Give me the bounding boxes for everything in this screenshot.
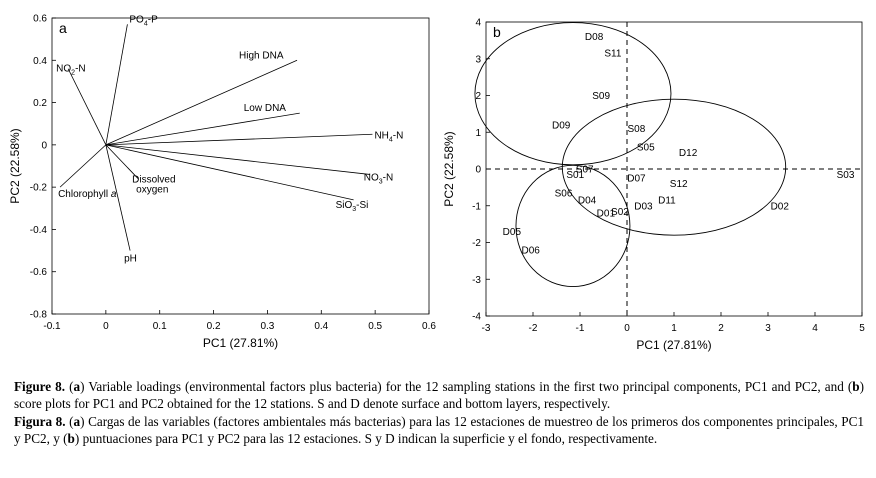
chart-panel-b	[442, 18, 865, 353]
y-tick-label: 0.4	[33, 55, 47, 67]
loading-label	[56, 64, 85, 77]
x-tick-label: 0.6	[422, 321, 436, 332]
cluster-circle	[516, 165, 630, 286]
caption-es-close-b: )	[74, 430, 80, 446]
station-point-label: S08	[627, 124, 646, 136]
y-tick-label: 0	[475, 164, 481, 176]
loading-label-subscript: 4	[143, 20, 148, 28]
loading-vector	[68, 69, 106, 145]
loading-label-subscript: 2	[71, 69, 76, 77]
loading-label-text: NO	[56, 63, 72, 75]
loading-label-suffix: -Si	[356, 199, 369, 211]
y-tick-label: -0.8	[29, 309, 47, 321]
x-axis-label: PC1 (27.81%)	[202, 336, 279, 350]
station-point-label: S12	[669, 179, 688, 191]
loading-label-subscript: 4	[388, 136, 393, 144]
plot-frame	[52, 18, 429, 314]
x-tick-label: 2	[718, 323, 724, 334]
x-tick-label: -1	[575, 323, 585, 334]
loading-label-suffix: -N	[75, 63, 86, 75]
loading-vector	[60, 145, 106, 187]
station-point-label: D04	[577, 195, 597, 207]
loading-label	[58, 189, 117, 200]
loading-label-text: Chlorophyll	[58, 189, 111, 201]
caption-es-figure: Figura 8.	[14, 414, 66, 429]
loading-label-italic: a	[110, 189, 117, 201]
x-tick-label: 0.3	[260, 321, 275, 332]
y-tick-label: -0.4	[29, 224, 47, 236]
station-point-label: S07	[575, 164, 594, 176]
station-point-label: D07	[627, 173, 646, 185]
loading-vector	[106, 145, 370, 175]
x-tick-label: -3	[481, 323, 491, 334]
x-tick-label: 0	[624, 323, 630, 334]
caption-es-text-2: puntuaciones para PC1 y PC2 para las 12 estaciones. S y D indican la superficie y el fondo, respectivamente.	[79, 430, 658, 446]
loading-label-suffix: -N	[382, 172, 394, 184]
caption-spanish	[14, 414, 864, 447]
loading-vector	[106, 145, 138, 179]
station-point-label: D12	[678, 147, 698, 159]
station-point-label: S05	[636, 142, 655, 154]
y-tick-label: 3	[475, 54, 481, 66]
loading-label-text: SiO	[335, 199, 353, 211]
loading-label	[129, 14, 158, 27]
y-tick-label: -0.2	[29, 182, 47, 194]
y-tick-label: -3	[472, 274, 481, 286]
x-tick-label: 0.2	[206, 321, 221, 332]
station-point-label: D09	[552, 120, 571, 132]
loading-label	[244, 103, 287, 114]
loading-label	[239, 50, 284, 61]
station-point-label: D06	[521, 245, 540, 257]
y-tick-label: 2	[475, 91, 481, 102]
caption-es-open-a: (	[69, 414, 74, 429]
y-tick-label: 0	[41, 140, 47, 152]
loading-vector	[106, 113, 300, 145]
loading-label-suffix: -P	[147, 14, 158, 26]
caption-en-a: a	[73, 379, 81, 394]
loading-label-line2: oxygen	[136, 184, 169, 196]
y-axis-label: PC2 (22.58%)	[8, 128, 22, 204]
caption-en-text-1: Variable loadings (environmental factors plus bacteria) for the 12 sampling stations in the first two principal components, PC1 and PC2, and	[84, 379, 848, 394]
y-tick-label: -4	[472, 311, 481, 323]
station-point-label: S06	[554, 188, 573, 200]
x-tick-label: 1	[671, 323, 677, 334]
caption-en-close-b: )	[859, 379, 864, 394]
x-tick-label: 0.4	[314, 321, 329, 332]
caption-en-open-b: (	[847, 379, 853, 394]
x-tick-label: 3	[765, 323, 771, 334]
station-point-label: D02	[770, 201, 789, 213]
station-point-label: D11	[658, 195, 676, 207]
y-axis-label: PC2 (22.58%)	[442, 131, 456, 207]
y-tick-label: 4	[475, 17, 481, 29]
caption-es-a: a	[73, 414, 81, 429]
chart-panel-a	[8, 14, 436, 351]
caption-es-b: b	[67, 430, 75, 446]
caption-en-figure: Figure 8.	[14, 379, 66, 394]
x-tick-label: 0.5	[368, 321, 383, 332]
y-tick-label: -1	[472, 201, 481, 213]
loading-label-text: PO	[129, 14, 144, 26]
station-point-label: D08	[584, 32, 604, 44]
x-tick-label: 0	[103, 321, 109, 332]
loading-label-text: NO	[363, 172, 379, 184]
panel-label: a	[59, 20, 67, 36]
loading-label-suffix: -N	[392, 130, 404, 142]
x-tick-label: -2	[528, 323, 538, 334]
loading-label-text: Low DNA	[243, 103, 286, 115]
station-point-label: D03	[634, 201, 653, 213]
x-tick-label: 0.1	[152, 321, 167, 332]
x-axis-label: PC1 (27.81%)	[636, 338, 712, 352]
caption-en-b: b	[852, 379, 860, 394]
station-point-label: S01	[566, 170, 585, 182]
station-point-label: S11	[604, 48, 622, 60]
y-tick-label: 0.2	[33, 98, 47, 110]
station-point-label: D05	[502, 226, 522, 238]
y-tick-label: 1	[475, 127, 481, 139]
loading-label	[364, 172, 393, 185]
caption-es-text-1: Cargas de las variables (factores ambientales más bacterias) para las 12 estaciones de muestreo de los primeros dos componentes principales, PC1 y PC2, y	[14, 414, 864, 446]
station-point-label: S02	[611, 206, 629, 218]
x-tick-label: -0.1	[43, 321, 61, 332]
y-tick-label: -2	[472, 238, 481, 249]
loading-label-text: Dissolved	[132, 174, 176, 186]
caption-en-text-2: score plots for PC1 and PC2 obtained for the 12 stations. S and D denote surface and bottom layers, respectively.	[14, 395, 611, 411]
caption-en-open-a: (	[69, 379, 74, 394]
loading-label-text: High DNA	[239, 50, 284, 62]
y-tick-label: 0.6	[33, 13, 47, 25]
loading-label-subscript: 3	[352, 205, 357, 213]
caption-es-close-a: )	[80, 414, 85, 429]
loading-label-text: pH	[124, 253, 137, 265]
loading-label-subscript: 3	[378, 178, 383, 186]
caption-english	[14, 379, 864, 412]
loading-label-text: NH	[374, 130, 389, 142]
station-point-label: D01	[596, 208, 616, 220]
loading-label	[374, 130, 403, 143]
x-tick-label: 4	[812, 323, 818, 334]
loading-vector	[106, 24, 128, 145]
loading-vector	[106, 134, 373, 145]
loading-label	[124, 254, 137, 265]
loading-label	[336, 200, 369, 213]
caption-en-close-a: )	[80, 379, 85, 394]
x-tick-label: 5	[859, 323, 865, 334]
station-point-label: S09	[592, 91, 611, 102]
y-tick-label: -0.6	[29, 267, 47, 279]
caption-es-open-b: (	[63, 430, 68, 446]
station-point-label: S03	[836, 170, 855, 182]
panel-label: b	[493, 24, 501, 40]
